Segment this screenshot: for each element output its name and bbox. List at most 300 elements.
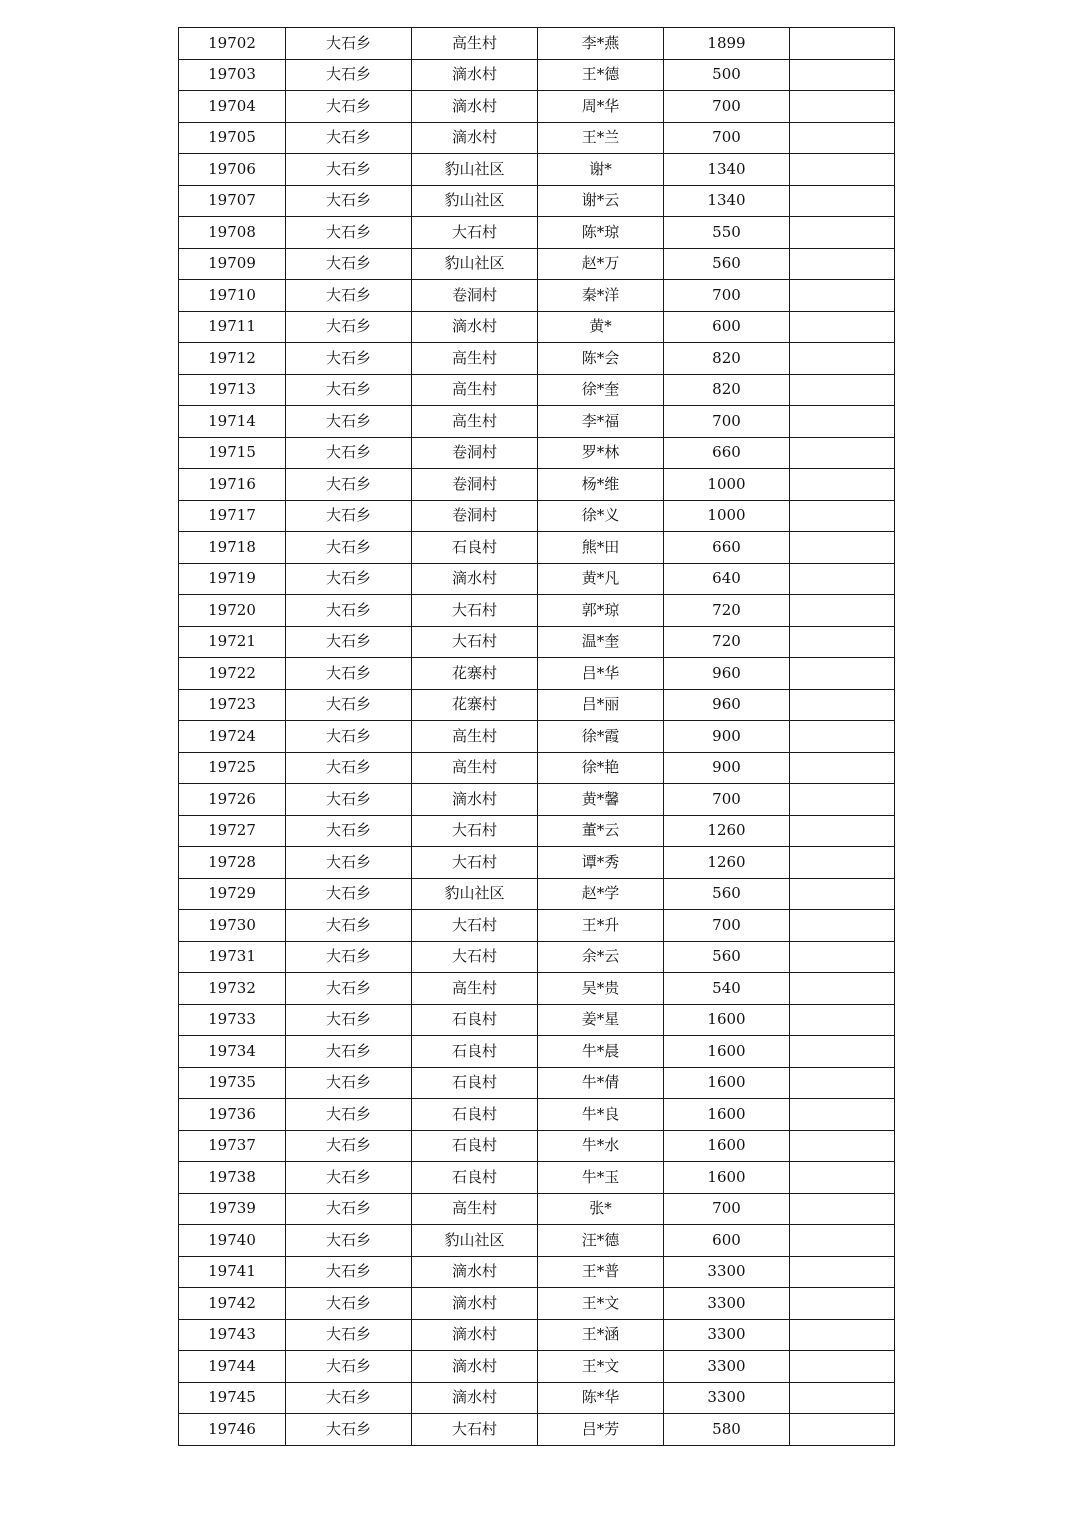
village-cell: 高生村	[412, 343, 538, 375]
note-cell	[790, 469, 895, 501]
person-name-cell: 徐*奎	[538, 374, 664, 406]
amount-cell: 500	[664, 59, 790, 91]
amount-cell: 560	[664, 941, 790, 973]
person-name-cell: 谢*	[538, 154, 664, 186]
village-cell: 大石村	[412, 847, 538, 879]
village-cell: 豹山社区	[412, 1225, 538, 1257]
person-name-cell: 温*奎	[538, 626, 664, 658]
amount-cell: 1600	[664, 1099, 790, 1131]
record-id-cell: 19710	[179, 280, 286, 312]
table-row	[179, 217, 895, 249]
village-cell: 高生村	[412, 28, 538, 60]
table-row	[179, 1162, 895, 1194]
person-name-cell: 陈*会	[538, 343, 664, 375]
record-id-cell: 19739	[179, 1193, 286, 1225]
amount-cell: 3300	[664, 1382, 790, 1414]
record-id-cell: 19722	[179, 658, 286, 690]
person-name-cell: 杨*维	[538, 469, 664, 501]
amount-cell: 1899	[664, 28, 790, 60]
record-id-cell: 19732	[179, 973, 286, 1005]
village-cell: 高生村	[412, 406, 538, 438]
village-cell: 滴水村	[412, 784, 538, 816]
amount-cell: 550	[664, 217, 790, 249]
amount-cell: 720	[664, 626, 790, 658]
person-name-cell: 谭*秀	[538, 847, 664, 879]
amount-cell: 640	[664, 563, 790, 595]
table-row	[179, 437, 895, 469]
records-table-body	[179, 28, 895, 1446]
township-cell: 大石乡	[286, 1130, 412, 1162]
township-cell: 大石乡	[286, 689, 412, 721]
record-id-cell: 19703	[179, 59, 286, 91]
township-cell: 大石乡	[286, 847, 412, 879]
township-cell: 大石乡	[286, 1036, 412, 1068]
table-row	[179, 1351, 895, 1383]
township-cell: 大石乡	[286, 91, 412, 123]
record-id-cell: 19731	[179, 941, 286, 973]
table-row	[179, 1036, 895, 1068]
record-id-cell: 19740	[179, 1225, 286, 1257]
person-name-cell: 陈*华	[538, 1382, 664, 1414]
township-cell: 大石乡	[286, 658, 412, 690]
table-row	[179, 122, 895, 154]
village-cell: 大石村	[412, 595, 538, 627]
amount-cell: 1260	[664, 815, 790, 847]
amount-cell: 820	[664, 374, 790, 406]
township-cell: 大石乡	[286, 1225, 412, 1257]
table-row	[179, 1319, 895, 1351]
table-row	[179, 910, 895, 942]
village-cell: 高生村	[412, 1193, 538, 1225]
amount-cell: 3300	[664, 1288, 790, 1320]
note-cell	[790, 28, 895, 60]
note-cell	[790, 374, 895, 406]
village-cell: 豹山社区	[412, 185, 538, 217]
record-id-cell: 19725	[179, 752, 286, 784]
person-name-cell: 赵*万	[538, 248, 664, 280]
township-cell: 大石乡	[286, 28, 412, 60]
amount-cell: 900	[664, 752, 790, 784]
person-name-cell: 陈*琼	[538, 217, 664, 249]
table-row	[179, 878, 895, 910]
table-row	[179, 847, 895, 879]
note-cell	[790, 1256, 895, 1288]
table-row	[179, 1225, 895, 1257]
note-cell	[790, 689, 895, 721]
village-cell: 滴水村	[412, 59, 538, 91]
township-cell: 大石乡	[286, 910, 412, 942]
amount-cell: 600	[664, 1225, 790, 1257]
person-name-cell: 姜*星	[538, 1004, 664, 1036]
township-cell: 大石乡	[286, 154, 412, 186]
township-cell: 大石乡	[286, 1099, 412, 1131]
table-row	[179, 91, 895, 123]
village-cell: 大石村	[412, 626, 538, 658]
note-cell	[790, 784, 895, 816]
record-id-cell: 19717	[179, 500, 286, 532]
table-row	[179, 1256, 895, 1288]
record-id-cell: 19712	[179, 343, 286, 375]
person-name-cell: 黄*馨	[538, 784, 664, 816]
person-name-cell: 牛*晨	[538, 1036, 664, 1068]
note-cell	[790, 878, 895, 910]
note-cell	[790, 595, 895, 627]
record-id-cell: 19735	[179, 1067, 286, 1099]
person-name-cell: 熊*田	[538, 532, 664, 564]
village-cell: 高生村	[412, 752, 538, 784]
township-cell: 大石乡	[286, 406, 412, 438]
village-cell: 滴水村	[412, 563, 538, 595]
note-cell	[790, 185, 895, 217]
record-id-cell: 19736	[179, 1099, 286, 1131]
village-cell: 高生村	[412, 973, 538, 1005]
amount-cell: 1000	[664, 500, 790, 532]
record-id-cell: 19716	[179, 469, 286, 501]
record-id-cell: 19726	[179, 784, 286, 816]
table-row	[179, 469, 895, 501]
township-cell: 大石乡	[286, 1288, 412, 1320]
amount-cell: 700	[664, 122, 790, 154]
amount-cell: 700	[664, 406, 790, 438]
note-cell	[790, 1193, 895, 1225]
amount-cell: 3300	[664, 1256, 790, 1288]
amount-cell: 1600	[664, 1067, 790, 1099]
table-row	[179, 752, 895, 784]
record-id-cell: 19733	[179, 1004, 286, 1036]
township-cell: 大石乡	[286, 311, 412, 343]
amount-cell: 1600	[664, 1162, 790, 1194]
person-name-cell: 余*云	[538, 941, 664, 973]
amount-cell: 1600	[664, 1130, 790, 1162]
note-cell	[790, 1162, 895, 1194]
person-name-cell: 谢*云	[538, 185, 664, 217]
record-id-cell: 19744	[179, 1351, 286, 1383]
township-cell: 大石乡	[286, 469, 412, 501]
record-id-cell: 19724	[179, 721, 286, 753]
note-cell	[790, 847, 895, 879]
note-cell	[790, 1004, 895, 1036]
person-name-cell: 吕*丽	[538, 689, 664, 721]
village-cell: 滴水村	[412, 122, 538, 154]
village-cell: 滴水村	[412, 1256, 538, 1288]
village-cell: 高生村	[412, 721, 538, 753]
table-row	[179, 248, 895, 280]
amount-cell: 560	[664, 248, 790, 280]
record-id-cell: 19711	[179, 311, 286, 343]
township-cell: 大石乡	[286, 343, 412, 375]
village-cell: 卷洞村	[412, 437, 538, 469]
village-cell: 大石村	[412, 1414, 538, 1446]
person-name-cell: 吴*贵	[538, 973, 664, 1005]
person-name-cell: 郭*琼	[538, 595, 664, 627]
records-table	[178, 27, 895, 1446]
township-cell: 大石乡	[286, 1004, 412, 1036]
person-name-cell: 罗*林	[538, 437, 664, 469]
village-cell: 豹山社区	[412, 154, 538, 186]
note-cell	[790, 941, 895, 973]
amount-cell: 700	[664, 91, 790, 123]
note-cell	[790, 406, 895, 438]
village-cell: 花寨村	[412, 689, 538, 721]
note-cell	[790, 437, 895, 469]
township-cell: 大石乡	[286, 815, 412, 847]
person-name-cell: 董*云	[538, 815, 664, 847]
amount-cell: 3300	[664, 1319, 790, 1351]
table-row	[179, 1130, 895, 1162]
note-cell	[790, 1067, 895, 1099]
township-cell: 大石乡	[286, 973, 412, 1005]
record-id-cell: 19730	[179, 910, 286, 942]
note-cell	[790, 973, 895, 1005]
record-id-cell: 19705	[179, 122, 286, 154]
record-id-cell: 19738	[179, 1162, 286, 1194]
record-id-cell: 19723	[179, 689, 286, 721]
person-name-cell: 牛*良	[538, 1099, 664, 1131]
township-cell: 大石乡	[286, 1414, 412, 1446]
township-cell: 大石乡	[286, 1256, 412, 1288]
table-row	[179, 595, 895, 627]
record-id-cell: 19721	[179, 626, 286, 658]
township-cell: 大石乡	[286, 626, 412, 658]
note-cell	[790, 1130, 895, 1162]
record-id-cell: 19741	[179, 1256, 286, 1288]
note-cell	[790, 59, 895, 91]
table-row	[179, 28, 895, 60]
record-id-cell: 19734	[179, 1036, 286, 1068]
village-cell: 石良村	[412, 532, 538, 564]
note-cell	[790, 1351, 895, 1383]
township-cell: 大石乡	[286, 878, 412, 910]
person-name-cell: 汪*德	[538, 1225, 664, 1257]
township-cell: 大石乡	[286, 784, 412, 816]
village-cell: 卷洞村	[412, 469, 538, 501]
village-cell: 豹山社区	[412, 248, 538, 280]
note-cell	[790, 658, 895, 690]
township-cell: 大石乡	[286, 721, 412, 753]
note-cell	[790, 1414, 895, 1446]
village-cell: 滴水村	[412, 1288, 538, 1320]
amount-cell: 960	[664, 658, 790, 690]
amount-cell: 720	[664, 595, 790, 627]
person-name-cell: 李*福	[538, 406, 664, 438]
person-name-cell: 王*文	[538, 1351, 664, 1383]
amount-cell: 540	[664, 973, 790, 1005]
village-cell: 滴水村	[412, 1351, 538, 1383]
note-cell	[790, 910, 895, 942]
table-row	[179, 973, 895, 1005]
table-row	[179, 500, 895, 532]
village-cell: 豹山社区	[412, 878, 538, 910]
table-row	[179, 374, 895, 406]
person-name-cell: 王*兰	[538, 122, 664, 154]
note-cell	[790, 1099, 895, 1131]
record-id-cell: 19702	[179, 28, 286, 60]
village-cell: 石良村	[412, 1067, 538, 1099]
person-name-cell: 牛*玉	[538, 1162, 664, 1194]
record-id-cell: 19729	[179, 878, 286, 910]
table-row	[179, 1004, 895, 1036]
township-cell: 大石乡	[286, 752, 412, 784]
township-cell: 大石乡	[286, 1067, 412, 1099]
table-row	[179, 1099, 895, 1131]
village-cell: 石良村	[412, 1162, 538, 1194]
village-cell: 大石村	[412, 941, 538, 973]
amount-cell: 580	[664, 1414, 790, 1446]
person-name-cell: 徐*义	[538, 500, 664, 532]
amount-cell: 700	[664, 1193, 790, 1225]
note-cell	[790, 154, 895, 186]
record-id-cell: 19714	[179, 406, 286, 438]
amount-cell: 600	[664, 311, 790, 343]
township-cell: 大石乡	[286, 185, 412, 217]
record-id-cell: 19727	[179, 815, 286, 847]
person-name-cell: 徐*霞	[538, 721, 664, 753]
person-name-cell: 黄*	[538, 311, 664, 343]
township-cell: 大石乡	[286, 1193, 412, 1225]
amount-cell: 660	[664, 437, 790, 469]
village-cell: 石良村	[412, 1130, 538, 1162]
table-row	[179, 154, 895, 186]
note-cell	[790, 91, 895, 123]
village-cell: 大石村	[412, 217, 538, 249]
amount-cell: 1340	[664, 154, 790, 186]
person-name-cell: 赵*学	[538, 878, 664, 910]
village-cell: 石良村	[412, 1036, 538, 1068]
record-id-cell: 19709	[179, 248, 286, 280]
person-name-cell: 徐*艳	[538, 752, 664, 784]
note-cell	[790, 815, 895, 847]
record-id-cell: 19707	[179, 185, 286, 217]
village-cell: 大石村	[412, 815, 538, 847]
person-name-cell: 李*燕	[538, 28, 664, 60]
amount-cell: 700	[664, 280, 790, 312]
record-id-cell: 19704	[179, 91, 286, 123]
township-cell: 大石乡	[286, 248, 412, 280]
amount-cell: 3300	[664, 1351, 790, 1383]
record-id-cell: 19728	[179, 847, 286, 879]
village-cell: 滴水村	[412, 1382, 538, 1414]
township-cell: 大石乡	[286, 1351, 412, 1383]
amount-cell: 820	[664, 343, 790, 375]
village-cell: 石良村	[412, 1004, 538, 1036]
table-row	[179, 1414, 895, 1446]
table-row	[179, 59, 895, 91]
person-name-cell: 王*德	[538, 59, 664, 91]
note-cell	[790, 248, 895, 280]
note-cell	[790, 217, 895, 249]
table-row	[179, 626, 895, 658]
table-row	[179, 406, 895, 438]
record-id-cell: 19713	[179, 374, 286, 406]
note-cell	[790, 500, 895, 532]
village-cell: 卷洞村	[412, 500, 538, 532]
person-name-cell: 周*华	[538, 91, 664, 123]
table-row	[179, 721, 895, 753]
person-name-cell: 秦*洋	[538, 280, 664, 312]
table-row	[179, 815, 895, 847]
record-id-cell: 19718	[179, 532, 286, 564]
township-cell: 大石乡	[286, 374, 412, 406]
village-cell: 石良村	[412, 1099, 538, 1131]
village-cell: 滴水村	[412, 1319, 538, 1351]
note-cell	[790, 626, 895, 658]
amount-cell: 700	[664, 784, 790, 816]
amount-cell: 560	[664, 878, 790, 910]
person-name-cell: 黄*凡	[538, 563, 664, 595]
township-cell: 大石乡	[286, 217, 412, 249]
record-id-cell: 19706	[179, 154, 286, 186]
person-name-cell: 张*	[538, 1193, 664, 1225]
amount-cell: 1600	[664, 1036, 790, 1068]
table-row	[179, 1067, 895, 1099]
township-cell: 大石乡	[286, 595, 412, 627]
township-cell: 大石乡	[286, 941, 412, 973]
person-name-cell: 牛*水	[538, 1130, 664, 1162]
record-id-cell: 19745	[179, 1382, 286, 1414]
note-cell	[790, 1382, 895, 1414]
amount-cell: 960	[664, 689, 790, 721]
record-id-cell: 19720	[179, 595, 286, 627]
township-cell: 大石乡	[286, 1382, 412, 1414]
table-row	[179, 311, 895, 343]
record-id-cell: 19719	[179, 563, 286, 595]
township-cell: 大石乡	[286, 122, 412, 154]
record-id-cell: 19737	[179, 1130, 286, 1162]
table-row	[179, 941, 895, 973]
township-cell: 大石乡	[286, 437, 412, 469]
note-cell	[790, 532, 895, 564]
person-name-cell: 王*文	[538, 1288, 664, 1320]
amount-cell: 900	[664, 721, 790, 753]
note-cell	[790, 343, 895, 375]
person-name-cell: 吕*芳	[538, 1414, 664, 1446]
note-cell	[790, 721, 895, 753]
record-id-cell: 19715	[179, 437, 286, 469]
note-cell	[790, 752, 895, 784]
record-id-cell: 19708	[179, 217, 286, 249]
record-id-cell: 19746	[179, 1414, 286, 1446]
table-row	[179, 784, 895, 816]
table-row	[179, 185, 895, 217]
table-row	[179, 1193, 895, 1225]
person-name-cell: 吕*华	[538, 658, 664, 690]
amount-cell: 1600	[664, 1004, 790, 1036]
village-cell: 卷洞村	[412, 280, 538, 312]
amount-cell: 1260	[664, 847, 790, 879]
table-row	[179, 343, 895, 375]
township-cell: 大石乡	[286, 500, 412, 532]
amount-cell: 1000	[664, 469, 790, 501]
person-name-cell: 王*涵	[538, 1319, 664, 1351]
table-row	[179, 658, 895, 690]
note-cell	[790, 1036, 895, 1068]
township-cell: 大石乡	[286, 563, 412, 595]
note-cell	[790, 1319, 895, 1351]
township-cell: 大石乡	[286, 59, 412, 91]
table-row	[179, 563, 895, 595]
note-cell	[790, 1225, 895, 1257]
note-cell	[790, 122, 895, 154]
table-row	[179, 1288, 895, 1320]
village-cell: 滴水村	[412, 91, 538, 123]
person-name-cell: 王*升	[538, 910, 664, 942]
table-row	[179, 689, 895, 721]
township-cell: 大石乡	[286, 1319, 412, 1351]
amount-cell: 700	[664, 910, 790, 942]
village-cell: 滴水村	[412, 311, 538, 343]
note-cell	[790, 1288, 895, 1320]
township-cell: 大石乡	[286, 280, 412, 312]
